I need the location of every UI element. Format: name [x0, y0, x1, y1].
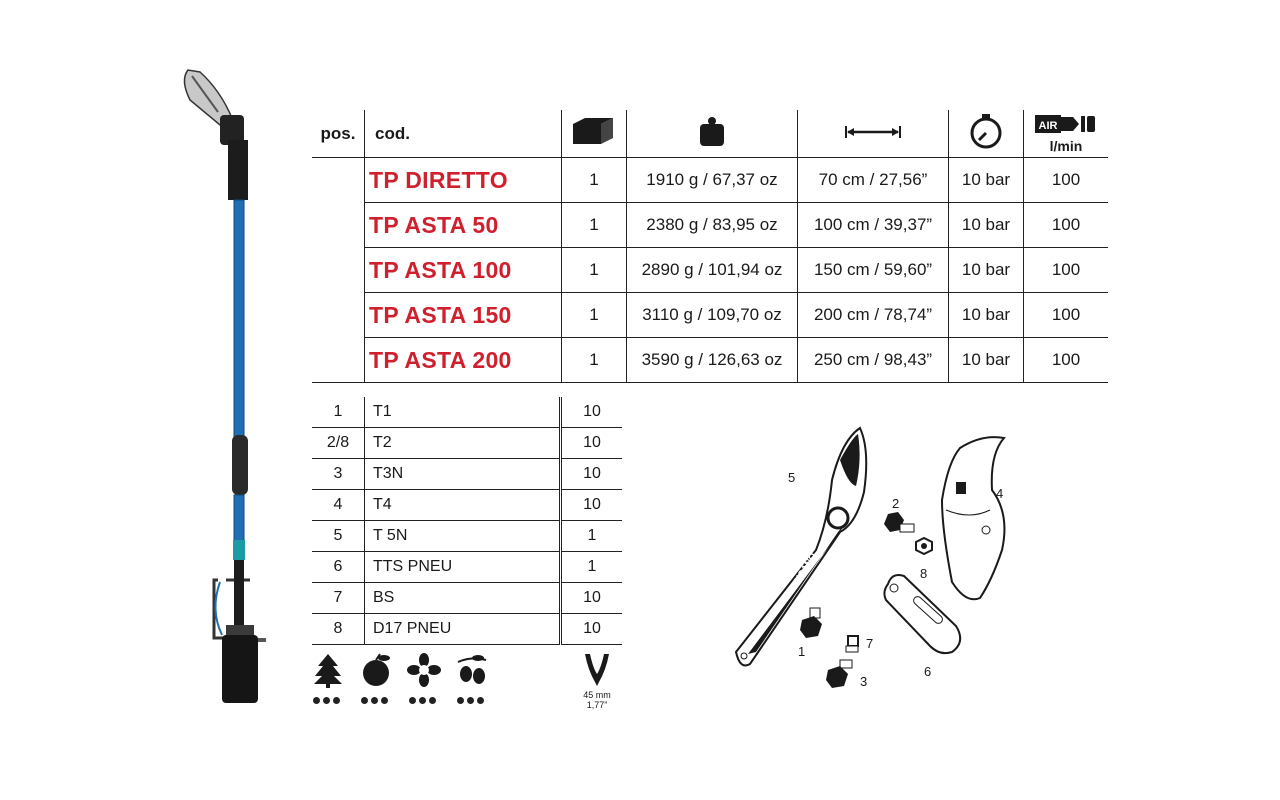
part-pos: 3 [312, 459, 365, 490]
weight-value: 1910 g / 67,37 oz [646, 170, 778, 189]
part-code: BS [365, 583, 561, 614]
spec-row [312, 293, 1108, 338]
part-pos: 4 [312, 490, 365, 521]
weight-value-cell [627, 203, 798, 248]
parts-row [312, 459, 622, 490]
parts-table [312, 397, 622, 645]
model-code: TP ASTA 200 [369, 346, 512, 373]
model-code: TP DIRETTO [369, 166, 508, 193]
pressure-value-cell [949, 293, 1024, 338]
part-code: D17 PNEU [365, 614, 561, 645]
parts-row [312, 428, 622, 459]
length-value-cell [798, 203, 949, 248]
air-consumption-value-cell [1024, 293, 1109, 338]
weight-value-cell [627, 338, 798, 383]
parts-row [312, 397, 622, 428]
callout-1: 1 [798, 644, 806, 659]
weight-value-cell [627, 158, 798, 203]
pos-header: pos. [312, 110, 365, 158]
parts-row [312, 490, 622, 521]
box-icon [571, 116, 617, 146]
part-1-bolt [800, 608, 822, 638]
part-6-plate [884, 575, 960, 653]
pack-qty: 1 [589, 215, 599, 234]
pack-qty-cell [562, 248, 627, 293]
air-consumption-value-cell [1024, 248, 1109, 293]
model-code: TP ASTA 100 [369, 256, 512, 283]
callout-5: 5 [788, 470, 796, 485]
air-consumption-value: 100 [1051, 260, 1081, 279]
olive-icon [454, 652, 490, 704]
model-code-cell [365, 338, 562, 383]
spec-row [312, 248, 1108, 293]
spec-header-row [312, 110, 1108, 158]
air-consumption-value: 100 [1051, 350, 1081, 369]
air-connector-icon [1035, 113, 1097, 135]
length-value: 70 cm / 27,56” [818, 170, 928, 189]
box-header [562, 110, 627, 158]
part-4-blade [942, 437, 1004, 599]
pressure-value: 10 bar [961, 305, 1011, 324]
length-value: 150 cm / 59,60” [813, 260, 933, 279]
part-qty: 10 [561, 428, 623, 459]
spec-row [312, 203, 1108, 248]
part-pos: 7 [312, 583, 365, 614]
part-2-bolt [884, 512, 914, 532]
part-code: TTS PNEU [365, 552, 561, 583]
conifer-icon [310, 652, 346, 704]
callout-3: 3 [860, 674, 868, 689]
pressure-header [949, 110, 1024, 158]
air-consumption-value: 100 [1051, 215, 1081, 234]
callout-4: 4 [996, 486, 1004, 501]
pack-qty: 1 [589, 350, 599, 369]
weight-value: 3110 g / 109,70 oz [642, 305, 782, 324]
part-code: T1 [365, 397, 561, 428]
part-3-bolt [826, 660, 852, 688]
fruit-tree-icon [358, 652, 394, 704]
pressure-value-cell [949, 338, 1024, 383]
length-value: 250 cm / 98,43” [813, 350, 933, 369]
pack-qty: 1 [589, 305, 599, 324]
part-code: T3N [365, 459, 561, 490]
weight-value: 3590 g / 126,63 oz [641, 350, 783, 369]
part-8-nut [916, 538, 932, 554]
weight-value-cell [627, 248, 798, 293]
air-header [1024, 110, 1109, 158]
model-code-cell [365, 248, 562, 293]
callout-6: 6 [924, 664, 932, 679]
spec-row [312, 338, 1108, 383]
air-consumption-value-cell [1024, 158, 1109, 203]
flower-icon [406, 652, 442, 704]
exploded-parts-svg [720, 420, 1040, 710]
air-unit: l/min [1049, 138, 1083, 154]
length-header [798, 110, 949, 158]
length-icon [845, 125, 901, 139]
callout-7: 7 [866, 636, 874, 651]
cut-capacity [572, 652, 622, 710]
spec-table [312, 110, 1108, 383]
pressure-value-cell [949, 158, 1024, 203]
length-value-cell [798, 158, 949, 203]
part-pos: 1 [312, 397, 365, 428]
pressure-value-cell [949, 203, 1024, 248]
parts-row [312, 583, 622, 614]
weight-value: 2380 g / 83,95 oz [646, 215, 778, 234]
cut-capacity-icon [582, 652, 612, 688]
pressure-value: 10 bar [961, 350, 1011, 369]
spec-pos-cell [312, 248, 365, 293]
pressure-value: 10 bar [961, 260, 1011, 279]
exploded-parts-drawing [720, 420, 1040, 710]
pressure-gauge-icon [969, 113, 1003, 149]
model-code-cell [365, 203, 562, 248]
cut-capacity-mm: 45 mm [583, 690, 611, 700]
pole-pruner-illustration [170, 60, 290, 710]
model-code-cell [365, 158, 562, 203]
weight-icon [697, 115, 727, 147]
spec-pos-cell [312, 158, 365, 203]
length-value-cell [798, 248, 949, 293]
pressure-value: 10 bar [961, 170, 1011, 189]
blade-brand: TUCANO [789, 551, 819, 590]
part-code: T4 [365, 490, 561, 521]
parts-row [312, 552, 622, 583]
pack-qty-cell [562, 158, 627, 203]
air-consumption-value: 100 [1051, 170, 1081, 189]
weight-header [627, 110, 798, 158]
parts-row [312, 521, 622, 552]
air-consumption-value-cell [1024, 203, 1109, 248]
part-7-bush [846, 636, 858, 652]
part-qty: 10 [561, 614, 623, 645]
air-consumption-value-cell [1024, 338, 1109, 383]
pack-qty-cell [562, 203, 627, 248]
model-code: TP ASTA 50 [369, 211, 499, 238]
pack-qty-cell [562, 338, 627, 383]
pack-qty: 1 [589, 260, 599, 279]
length-value: 200 cm / 78,74” [813, 305, 933, 324]
part-qty: 10 [561, 490, 623, 521]
part-qty: 1 [561, 521, 623, 552]
pole-pruner-drawing [170, 60, 290, 710]
part-code: T2 [365, 428, 561, 459]
spec-pos-cell [312, 338, 365, 383]
parts-row [312, 614, 622, 645]
part-pos: 6 [312, 552, 365, 583]
cod-header: cod. [365, 110, 562, 158]
pressure-value: 10 bar [961, 215, 1011, 234]
callout-2: 2 [892, 496, 900, 511]
part-qty: 10 [561, 583, 623, 614]
callout-8: 8 [920, 566, 928, 581]
part-qty: 10 [561, 397, 623, 428]
usage-icons [310, 652, 490, 704]
pack-qty: 1 [589, 170, 599, 189]
part-code: T 5N [365, 521, 561, 552]
part-qty: 1 [561, 552, 623, 583]
spec-row [312, 158, 1108, 203]
length-value: 100 cm / 39,37” [813, 215, 933, 234]
length-value-cell [798, 293, 949, 338]
model-code: TP ASTA 150 [369, 301, 512, 328]
air-consumption-value: 100 [1051, 305, 1081, 324]
pack-qty-cell [562, 293, 627, 338]
cut-capacity-inch: 1,77” [586, 700, 608, 710]
length-value-cell [798, 338, 949, 383]
model-code-cell [365, 293, 562, 338]
part-pos: 8 [312, 614, 365, 645]
part-qty: 10 [561, 459, 623, 490]
part-pos: 2/8 [312, 428, 365, 459]
weight-value: 2890 g / 101,94 oz [641, 260, 783, 279]
part-pos: 5 [312, 521, 365, 552]
air-label: AIR [1038, 120, 1058, 132]
spec-pos-cell [312, 293, 365, 338]
weight-value-cell [627, 293, 798, 338]
spec-pos-cell [312, 203, 365, 248]
pressure-value-cell [949, 248, 1024, 293]
